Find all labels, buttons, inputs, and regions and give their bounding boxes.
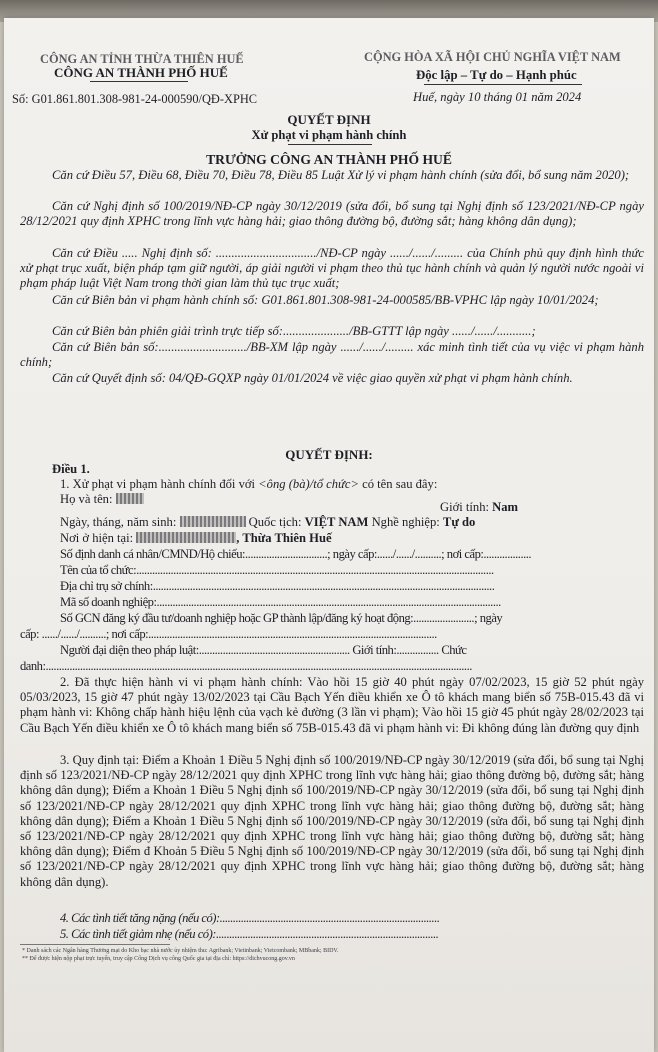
tax-code-row: Mã số doanh nghiệp:.................................................................................................................................. — [60, 595, 501, 609]
gcn-row-1: Số GCN đăng ký đầu tư/doanh nghiệp hoặc GP thành lập/đăng ký hoạt động:.......................; ngày — [60, 611, 503, 625]
agency-name: CÔNG AN THÀNH PHỐ HUẾ — [54, 65, 228, 80]
document-page — [4, 18, 654, 1052]
motto-underline — [424, 84, 582, 85]
footnote-1: * Danh sách các Ngân hàng Thương mại do Kho bạc nhà nước ủy nhiệm thu: Agribank; Vietinbank; Vietcombank; MBbank; BIDV. — [22, 948, 339, 954]
gender-row: Giới tính: Nam — [440, 500, 519, 514]
document-number: Số: G01.861.801.308-981-24-000590/QĐ-XPHC — [12, 92, 258, 106]
place-date: Huế, ngày 10 tháng 01 năm 2024 — [413, 90, 582, 104]
article-1-intro: 1. Xử phạt vi phạm hành chính đối với <ông (bà)/tổ chức> có tên sau đây: — [60, 477, 438, 491]
violation-details: 2. Đã thực hiện hành vi vi phạm hành chính: Vào hồi 15 giờ 40 phút ngày 07/02/2023, 15 giờ 52 phút ngày 05/03/2023, 15 giờ 47 phút ngày 13/02/2023 tại Cầu Bạch Yến điều khiển xe Ô tô khách mang biển số 75B-015.43 đã vi phạm hành vi: Không chấp hành hiệu lệnh của vạch kẻ đường (3 lần vi phạm); Vào hồi 15 giờ 45 phút ngày 28/02/2023 tại Cầu Bạch Yến điều khiển xe Ô tô khách mang biển số 75B-015.43 đã vi phạm hành vi: Đi không đúng làn đường quy định — [20, 675, 644, 735]
basis-2: Căn cứ Nghị định số 100/2019/NĐ-CP ngày 30/12/2019 (sửa đổi, bổ sung tại Nghị định số 123/2021/NĐ-CP ngày 28/12/2021 quy định XPHC trong lĩnh vực hàng hải; giao thông đường bộ, đường sắt; hàng không dân dụng); — [20, 199, 644, 229]
redacted-address — [136, 532, 236, 543]
agency-parent: CÔNG AN TỈNH THỪA THIÊN HUẾ — [40, 52, 244, 66]
org-address-row: Địa chỉ trụ sở chính:................................................................................................................................. — [60, 579, 495, 593]
basis-3: Căn cứ Điều ..... Nghị định số: ................................/NĐ-CP ngày ....../....../......... của Chính phủ quy định hình thức xử phạt trục xuất, biện pháp tạm giữ người, áp giải người vi phạm theo thủ tục hành chính và quản lý người nước ngoài vi phạm pháp luật Việt Nam trong thời gian làm thủ tục trục xuất; — [20, 246, 644, 291]
doc-subtitle: Xử phạt vi phạm hành chính — [251, 128, 407, 142]
rep-row-2: danh:................................................................................................................................................................. — [20, 659, 472, 673]
address-row: Nơi ở hiện tại: , Thừa Thiên Huế — [60, 531, 332, 545]
mitigating-circumstances: 5. Các tình tiết giảm nhẹ (nếu có):.................................................................................... — [60, 927, 439, 941]
authority-title: TRƯỞNG CÔNG AN THÀNH PHỐ HUẾ — [206, 152, 452, 167]
subtitle-underline — [288, 144, 372, 145]
footnote-divider — [20, 944, 170, 945]
aggravating-circumstances: 4. Các tình tiết tăng nặng (nếu có):................................................................................... — [60, 911, 440, 925]
id-row: Số định danh cá nhân/CMND/Hộ chiếu:...............................; ngày cấp:....../....../..........; nơi cấp:.................. — [60, 547, 532, 561]
redacted-name — [116, 493, 144, 504]
decision-heading: QUYẾT ĐỊNH: — [285, 447, 373, 462]
footnote-2: ** Để được hiện nộp phạt trực tuyến, truy cập Cổng Dịch vụ công Quốc gia tại địa chỉ: https://dichvucong.gov.vn — [22, 956, 295, 962]
motto: Độc lập – Tự do – Hạnh phúc — [416, 68, 577, 82]
dob-row: Ngày, tháng, năm sinh: Quốc tịch: VIỆT NAM Nghề nghiệp: Tự do — [60, 515, 476, 529]
redacted-dob — [180, 516, 246, 527]
doc-title: QUYẾT ĐỊNH — [287, 112, 371, 127]
org-name-row: Tên của tổ chức:....................................................................................................................................... — [60, 563, 494, 577]
regulation-details: 3. Quy định tại: Điểm a Khoản 1 Điều 5 Nghị định số 100/2019/NĐ-CP ngày 30/12/2019 (sửa đổi, bổ sung tại Nghị định số 123/2021/NĐ-CP ngày 28/12/2021 quy định XPHC trong lĩnh vực hàng hải; giao thông đường bộ, đường sắt; hàng không dân dụng); Điểm a Khoản 1 Điều 5 Nghị định số 100/2019/NĐ-CP ngày 30/12/2019 (sửa đổi, bổ sung tại Nghị định số 123/2021/NĐ-CP ngày 28/12/2021 quy định XPHC trong lĩnh vực hàng hải; giao thông đường bộ, đường sắt; hàng không dân dụng); Điểm a Khoản 1 Điều 5 Nghị định số 100/2019/NĐ-CP ngày 30/12/2019 (sửa đổi, bổ sung tại Nghị định số 123/2021/NĐ-CP ngày 28/12/2021 quy định XPHC trong lĩnh vực hàng hải; giao thông đường bộ, đường sắt; hàng không dân dụng); Điểm đ Khoản 5 Điều 5 Nghị định số 100/2019/NĐ-CP ngày 30/12/2019 (sửa đổi, bổ sung tại Nghị định số 123/2021/NĐ-CP ngày 28/12/2021 quy định XPHC trong lĩnh vực hàng hải; giao thông đường bộ, đường sắt; hàng không dân dụng). — [20, 753, 644, 889]
basis-7: Căn cứ Quyết định số: 04/QĐ-GQXP ngày 01/01/2024 về việc giao quyền xử phạt vi phạm hành chính. — [52, 371, 573, 385]
rep-row-1: Người đại diện theo pháp luật:......................................................... Giới tính:................ Chức — [60, 643, 467, 657]
country-name: CỘNG HÒA XÃ HỘI CHỦ NGHĨA VIỆT NAM — [364, 50, 621, 64]
article-1-label: Điều 1. — [52, 462, 90, 476]
agency-underline — [90, 81, 188, 82]
basis-5: Căn cứ Biên bản phiên giải trình trực tiếp số:...................../BB-GTTT lập ngày ....../....../...........; — [52, 324, 536, 338]
name-row: Họ và tên: — [60, 492, 144, 507]
basis-6: Căn cứ Biên bản số:............................/BB-XM lập ngày ....../....../......... xác minh tình tiết của vụ việc vi phạm hành chính; — [20, 340, 644, 370]
gcn-row-2: cấp: ....../....../..........; nơi cấp:............................................................................................................. — [20, 627, 437, 641]
basis-1: Căn cứ Điều 57, Điều 68, Điều 70, Điều 78, Điều 85 Luật Xử lý vi phạm hành chính (sửa đổi, bổ sung năm 2020); — [52, 168, 630, 182]
basis-4: Căn cứ Biên bản vi phạm hành chính số: G01.861.801.308-981-24-000585/BB-VPHC lập ngày 10/01/2024; — [52, 293, 599, 307]
